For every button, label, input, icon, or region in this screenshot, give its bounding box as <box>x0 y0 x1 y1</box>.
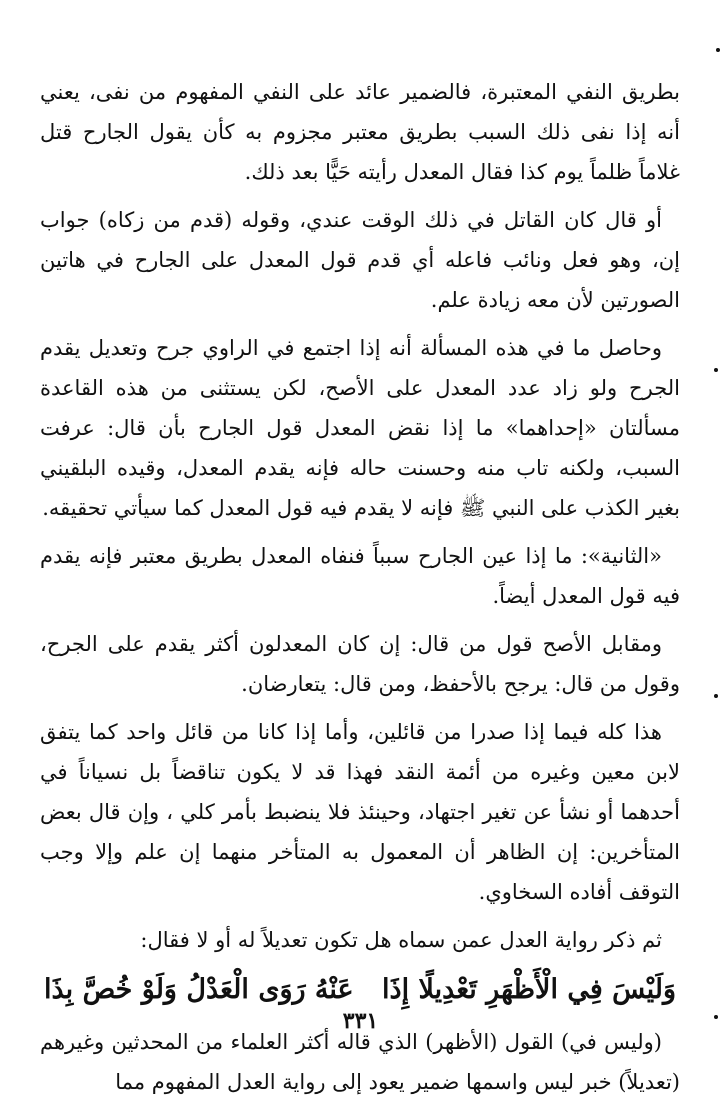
paragraph-7: ثم ذكر رواية العدل عمن سماه هل تكون تعديلاً له أو لا فقال: <box>140 928 662 952</box>
verse-left-hemistich: عَنْهُ رَوَى الْعَدْلُ وَلَوْ خُصَّ بِذَا <box>44 974 354 1005</box>
page-number: ٣٣١ <box>342 1008 379 1034</box>
paragraph-5: ومقابل الأصح قول من قال: إن كان المعدلون أكثر يقدم على الجرح، وقول من قال: يرجح بالأحفظ، ومن قال: يتعارضان. <box>40 632 680 696</box>
paragraph-4: «الثانية»: ما إذا عين الجارح سبباً فنفاه المعدل بطريق معتبر فإنه يقدم فيه قول المعدل أيضاً. <box>40 544 680 608</box>
paragraph-1: بطريق النفي المعتبرة، فالضمير عائد على النفي المفهوم من نفى، يعني أنه إذا نفى ذلك السبب بطريق معتبر مجزوم به كأن يقول الجارح قتل غلاماً ظلماً يوم كذا فقال المعدل رأيته حَيًّا بعد ذلك. <box>40 80 680 184</box>
paragraph-6: هذا كله فيما إذا صدرا من قائلين، وأما إذا كانا من قائل واحد كما يتفق لابن معين وغيره من أئمة النقد فهذا قد لا يكون تناقضاً بل نسياناً في أحدهما أو نشأ عن تغير اجتهاد، وحينئذ فلا ينضبط بأمر كلي ، وإن قال بعض المتأخرين: إن الظاهر أن المعمول به المتأخر منهما إن علم وإلا وجب التوقف أفاده السخاوي. <box>40 720 680 904</box>
verse-right-hemistich: وَلَيْسَ فِي الْأَظْهَرِ تَعْدِيلًا إِذَا <box>382 974 676 1005</box>
scan-mark <box>714 368 718 372</box>
paragraph-final: (وليس في) القول (الأظهر) الذي قاله أكثر العلماء من المحدثين وغيرهم (تعديلاً) خبر ليس واسمها ضمير يعود إلى رواية العدل المفهوم مما <box>40 1030 680 1094</box>
verse-line <box>40 968 680 1012</box>
page-body <box>40 72 680 1110</box>
scan-mark <box>716 48 720 52</box>
paragraph-2: أو قال كان القاتل في ذلك الوقت عندي، وقوله (قدم من زكاه) جواب إن، وهو فعل ونائب فاعله أي قدم قول المعدل على الجارح في هاتين الصورتين لأن معه زيادة علم. <box>40 208 680 312</box>
paragraph-3: وحاصل ما في هذه المسألة أنه إذا اجتمع في الراوي جرح وتعديل يقدم الجرح ولو زاد عدد المعدل على الأصح، لكن يستثنى من هذه القاعدة مسألتان «إحداهما» ما إذا نقض المعدل قول الجارح بأن قال: عرفت السبب، ولكنه تاب منه وحسنت حاله فإنه يقدم المعدل، وقيده البلقيني بغير الكذب على النبي ﷺ فإنه لا يقدم فيه قول المعدل كما سيأتي تحقيقه. <box>40 336 680 520</box>
scan-mark <box>714 1015 718 1019</box>
scan-mark <box>714 694 718 698</box>
